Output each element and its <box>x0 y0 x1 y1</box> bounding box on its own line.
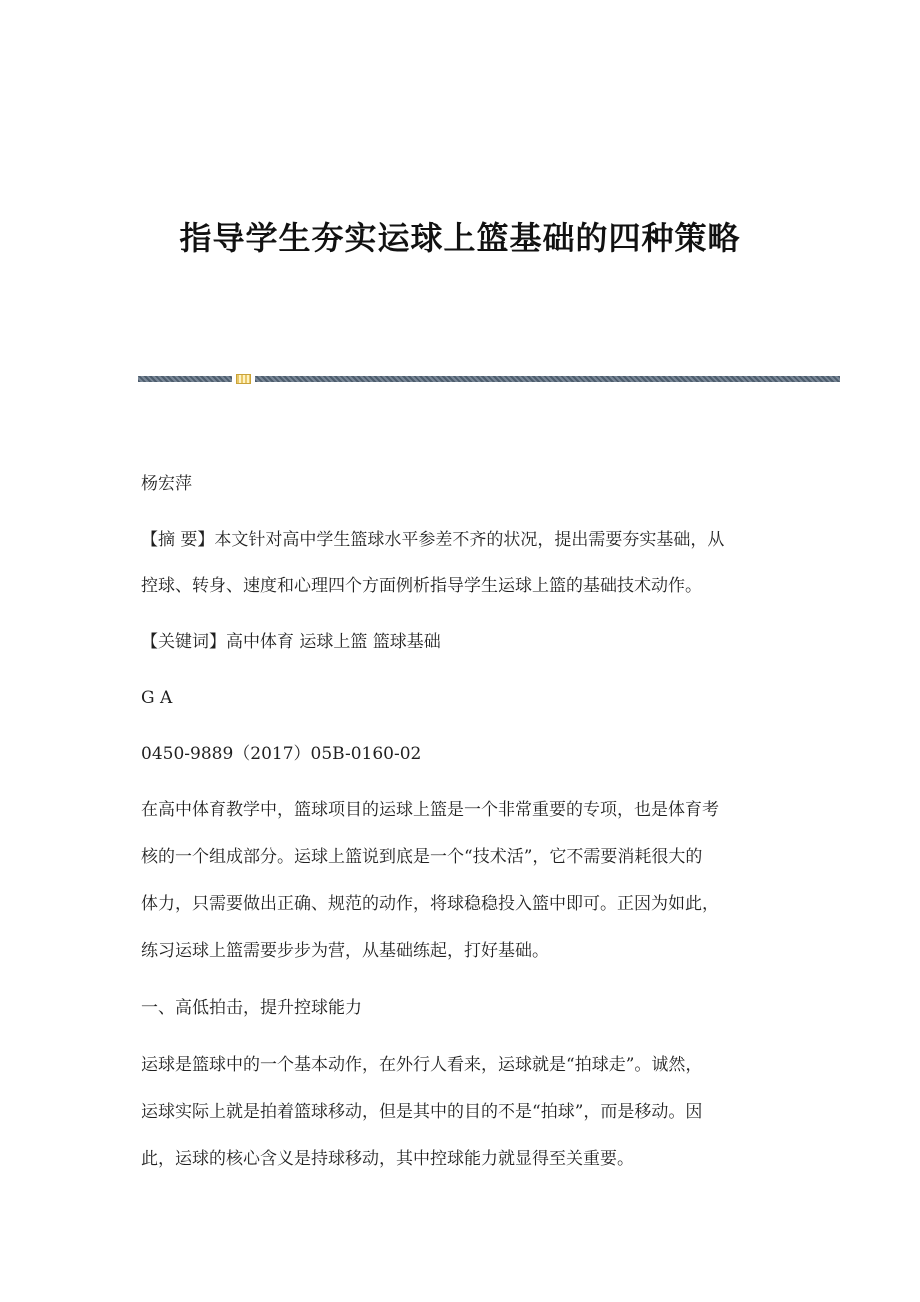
intro-paragraph-line: 练习运球上篮需要步步为营，从基础练起，打好基础。 <box>141 941 549 961</box>
section-paragraph-line: 此，运球的核心含义是持球移动，其中控球能力就显得至关重要。 <box>141 1149 634 1169</box>
intro-paragraph-line: 在高中体育教学中，篮球项目的运球上篮是一个非常重要的专项，也是体育考 <box>141 800 719 820</box>
divider-bar-right <box>255 376 840 382</box>
section-paragraph-line: 运球是篮球中的一个基本动作，在外行人看来，运球就是“拍球走”。诚然， <box>141 1055 703 1075</box>
section-heading: 一、高低拍击，提升控球能力 <box>141 998 362 1018</box>
intro-paragraph-line: 核的一个组成部分。运球上篮说到底是一个“技术活”，它不需要消耗很大的 <box>141 847 703 867</box>
document-id: 0450-9889（2017）05B-0160-02 <box>141 744 422 764</box>
classification-code: G A <box>141 688 173 708</box>
keywords-line: 【关键词】高中体育 运球上篮 篮球基础 <box>141 632 441 652</box>
article-title: 指导学生夯实运球上篮基础的四种策略 <box>179 219 741 257</box>
abstract-line: 【摘 要】本文针对高中学生篮球水平参差不齐的状况，提出需要夯实基础，从 <box>141 530 725 550</box>
section-paragraph-line: 运球实际上就是拍着篮球移动，但是其中的目的不是“拍球”，而是移动。因 <box>141 1102 703 1122</box>
intro-paragraph-line: 体力，只需要做出正确、规范的动作，将球稳稳投入篮中即可。正因为如此， <box>141 894 719 914</box>
abstract-line: 控球、转身、速度和心理四个方面例析指导学生运球上篮的基础技术动作。 <box>141 576 702 596</box>
divider-bar-left <box>138 376 232 382</box>
author-name: 杨宏萍 <box>141 474 192 494</box>
title-divider <box>138 374 840 384</box>
divider-ornament-icon <box>236 374 251 384</box>
